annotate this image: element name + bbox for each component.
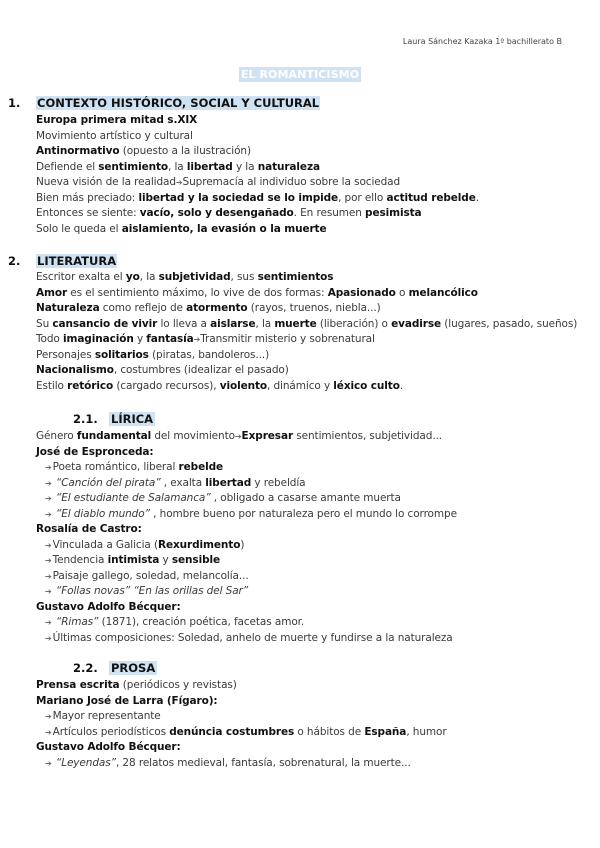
list-item: Estilo retórico (cargado recursos), violento, dinámico y léxico culto. xyxy=(36,379,404,392)
list-item: ➔Paisaje gallego, soledad, melancolía... xyxy=(45,569,249,582)
list-item: Antinormativo (opuesto a la ilustración) xyxy=(36,145,251,157)
list-item: ➔ “Follas novas” “En las orillas del Sar” xyxy=(45,585,249,597)
list-item: ➔Artículos periodísticos denúncia costumbres o hábitos de España, humor xyxy=(45,725,447,738)
subsection-prosa-heading xyxy=(73,661,157,675)
author-name: Gustavo Adolfo Bécquer: xyxy=(36,741,181,753)
section-1-title: CONTEXTO HISTÓRICO, SOCIAL Y CULTURAL xyxy=(37,96,320,110)
arrow-right-icon: ➔ xyxy=(193,335,201,344)
arrow-right-icon: ➔ xyxy=(45,463,52,472)
list-item: Personajes solitarios (piratas, bandoleros...) xyxy=(36,348,270,361)
author-name: Rosalía de Castro: xyxy=(36,523,142,535)
title-container xyxy=(0,63,600,82)
author-name: Gustavo Adolfo Bécquer: xyxy=(36,600,181,613)
arrow-right-icon: ➔ xyxy=(45,633,52,643)
list-item: Género fundamental del movimiento➔Expresar sentimientos, subjetividad... xyxy=(36,430,443,442)
author-name: José de Espronceda: xyxy=(36,445,154,458)
list-item: Todo imaginación y fantasía➔Transmitir misterio y sobrenatural xyxy=(36,333,375,345)
list-item: Solo le queda el aislamiento, la evasión o la muerte xyxy=(36,222,327,235)
arrow-right-icon: ➔ xyxy=(175,178,183,187)
list-item: Bien más preciado: libertad y la sociedad se lo impide, por ello actitud rebelde. xyxy=(36,191,479,204)
section-1-body xyxy=(36,113,479,237)
document-title: EL ROMANTICISMO xyxy=(240,68,360,81)
section-2-title: LITERATURA xyxy=(37,254,117,268)
arrow-right-icon: ➔ xyxy=(45,712,52,721)
subsection-prosa-title: PROSA xyxy=(111,661,156,675)
author-name: Mariano José de Larra (Fígaro): xyxy=(36,694,218,707)
section-1-heading xyxy=(8,96,320,110)
prosa-body xyxy=(36,678,447,771)
list-item: Amor es el sentimiento máximo, lo vive de dos formas: Apasionado o melancólico xyxy=(36,286,478,299)
subsection-lirica-title: LÍRICA xyxy=(111,412,154,426)
arrow-right-icon: ➔ xyxy=(45,618,52,627)
list-item: ➔ “Rimas” (1871), creación poética, facetas amor. xyxy=(45,616,305,628)
section-2-body xyxy=(36,270,577,394)
list-item: ➔Poeta romántico, liberal rebelde xyxy=(45,461,224,473)
list-item: ➔Últimas composiciones: Soledad, anhelo de muerte y fundirse a la naturaleza xyxy=(45,631,453,644)
list-item: Nacionalismo, costumbres (idealizar el pasado) xyxy=(36,364,289,376)
arrow-right-icon: ➔ xyxy=(45,556,52,565)
arrow-right-icon: ➔ xyxy=(234,432,242,441)
arrow-right-icon: ➔ xyxy=(45,758,52,768)
author-line: Laura Sánchez Kazaka 1º bachillerato B xyxy=(402,37,562,46)
arrow-right-icon: ➔ xyxy=(45,494,52,503)
list-item: ➔ “Canción del pirata” , exalta libertad y rebeldía xyxy=(45,476,306,489)
subsection-prosa-number: 2.2. xyxy=(73,661,98,675)
arrow-right-icon: ➔ xyxy=(45,727,52,737)
section-2-number: 2. xyxy=(8,254,21,268)
list-item: Naturaleza como reflejo de atormento (rayos, truenos, niebla...) xyxy=(36,302,381,314)
list-item: Prensa escrita (periódicos y revistas) xyxy=(36,679,237,691)
list-item: Nueva visión de la realidad➔Supremacía al individuo sobre la sociedad xyxy=(36,176,401,188)
list-item: ➔ “Leyendas”, 28 relatos medieval, fantasía, sobrenatural, la muerte... xyxy=(45,756,411,769)
list-item: ➔Tendencia intimista y sensible xyxy=(45,554,221,566)
section-1-number: 1. xyxy=(8,96,21,110)
arrow-right-icon: ➔ xyxy=(45,571,52,581)
subsection-lirica-heading xyxy=(73,412,155,426)
arrow-right-icon: ➔ xyxy=(45,587,52,596)
list-item: ➔Mayor representante xyxy=(45,710,161,722)
list-item: ➔Vinculada a Galicia (Rexurdimento) xyxy=(45,538,245,551)
subsection-lirica-number: 2.1. xyxy=(73,412,98,426)
list-item: Movimiento artístico y cultural xyxy=(36,129,193,142)
list-item: Su cansancio de vivir lo lleva a aislarse, la muerte (liberación) o evadirse (lugares, pasado, sueños) xyxy=(36,317,578,330)
list-item: Europa primera mitad s.XIX xyxy=(36,114,198,126)
list-item: Defiende el sentimiento, la libertad y la naturaleza xyxy=(36,160,320,173)
list-item: Escritor exalta el yo, la subjetividad, sus sentimientos xyxy=(36,271,334,283)
arrow-right-icon: ➔ xyxy=(45,478,52,488)
list-item: ➔ “El estudiante de Salamanca” , obligado a casarse amante muerta xyxy=(45,492,401,504)
arrow-right-icon: ➔ xyxy=(45,509,52,519)
lirica-body xyxy=(36,429,457,646)
list-item: ➔ “El diablo mundo” , hombre bueno por naturaleza pero el mundo lo corrompe xyxy=(45,507,457,520)
arrow-right-icon: ➔ xyxy=(45,540,52,550)
section-2-heading xyxy=(8,254,117,268)
list-item: Entonces se siente: vacío, solo y desengañado. En resumen pesimista xyxy=(36,207,422,219)
